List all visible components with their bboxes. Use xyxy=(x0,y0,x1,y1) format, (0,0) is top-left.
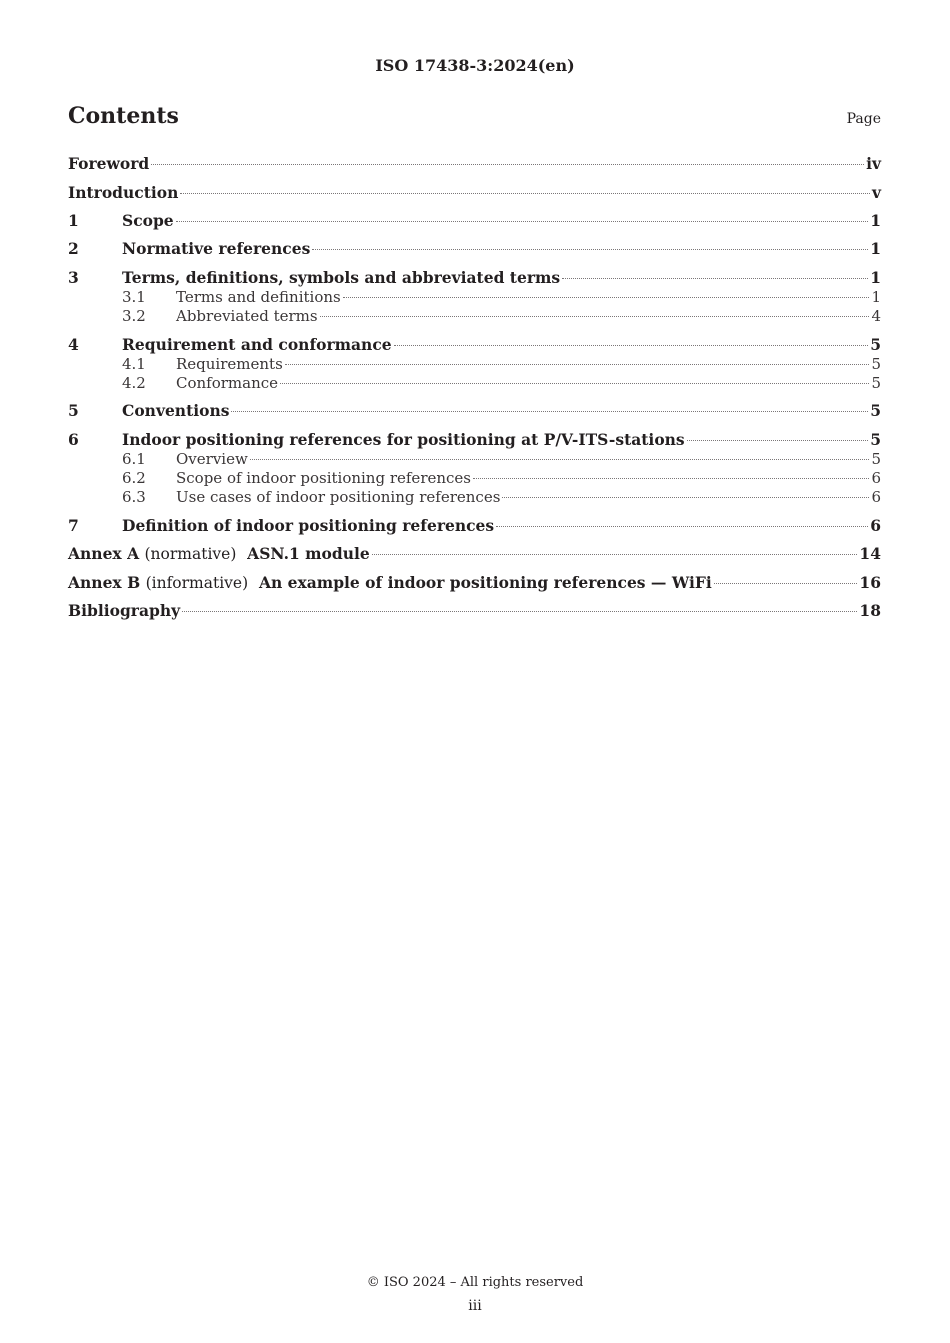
toc-entry-page: 5 xyxy=(871,450,881,468)
toc-entry-label: Bibliography xyxy=(68,601,181,620)
toc-entry-number: 4.2 xyxy=(122,374,146,392)
annex-id: Annex B xyxy=(68,573,141,592)
toc-entry-page: 5 xyxy=(870,430,881,449)
toc-subentry-requirements[interactable] xyxy=(68,355,881,374)
toc-entry-number: 7 xyxy=(68,516,79,535)
toc-dot-leader xyxy=(250,459,870,460)
toc-entry-normative-references[interactable] xyxy=(68,239,881,259)
page-column-label: Page xyxy=(846,111,881,127)
annex-id: Annex A xyxy=(68,544,140,563)
toc-entry-scope[interactable] xyxy=(68,211,881,231)
toc-entry-page: 18 xyxy=(859,601,881,620)
toc-entry-definition-indoor[interactable] xyxy=(68,516,881,536)
toc-entry-page: 1 xyxy=(870,268,881,287)
toc-dot-leader xyxy=(473,478,869,479)
toc-entry-label: Normative references xyxy=(122,239,311,258)
toc-subentry-terms-and-definitions[interactable] xyxy=(68,288,881,307)
toc-dot-leader xyxy=(312,249,868,250)
toc-dot-leader xyxy=(714,583,858,584)
toc-dot-leader xyxy=(496,526,868,527)
toc-entry-number: 6.2 xyxy=(122,469,146,487)
toc-entry-number: 3.2 xyxy=(122,307,146,325)
toc-entry-annex-a[interactable] xyxy=(68,544,881,564)
toc-entry-indoor-positioning[interactable] xyxy=(68,430,881,450)
toc-entry-label: Introduction xyxy=(68,183,179,202)
toc-entry-conventions[interactable] xyxy=(68,401,881,421)
toc-entry-page: 5 xyxy=(871,355,881,373)
toc-dot-leader xyxy=(320,316,870,317)
toc-subentry-overview[interactable] xyxy=(68,450,881,469)
toc-entry-label: Indoor positioning references for positioning at P/V-ITS-stations xyxy=(122,430,685,449)
table-of-contents xyxy=(68,0,881,1343)
toc-entry-label: Overview xyxy=(176,450,248,468)
toc-entry-label: Terms and definitions xyxy=(176,288,341,306)
toc-entry-bibliography[interactable] xyxy=(68,601,881,621)
toc-entry-number: 3.1 xyxy=(122,288,146,306)
toc-entry-label: Requirements xyxy=(176,355,283,373)
toc-entry-page: 6 xyxy=(870,516,881,535)
toc-entry-number: 5 xyxy=(68,401,79,420)
toc-entry-page: 1 xyxy=(870,239,881,258)
toc-entry-label: Scope of indoor positioning references xyxy=(176,469,471,487)
toc-entry-number: 3 xyxy=(68,268,79,287)
toc-entry-number: 6 xyxy=(68,430,79,449)
toc-entry-page: iv xyxy=(866,154,881,173)
toc-subentry-conformance[interactable] xyxy=(68,374,881,393)
annex-title: ASN.1 module xyxy=(247,544,370,563)
toc-subentry-abbreviated-terms[interactable] xyxy=(68,307,881,326)
toc-entry-label xyxy=(68,544,370,564)
toc-entry-terms-definitions[interactable] xyxy=(68,268,881,288)
toc-entry-page: 1 xyxy=(870,211,881,230)
toc-entry-label: Conventions xyxy=(122,401,230,420)
toc-entry-page: 6 xyxy=(871,469,881,487)
toc-entry-number: 6.3 xyxy=(122,488,146,506)
toc-entry-page: 5 xyxy=(870,335,881,354)
toc-entry-page: 14 xyxy=(859,544,881,563)
toc-dot-leader xyxy=(502,497,869,498)
toc-dot-leader xyxy=(151,164,864,165)
toc-dot-leader xyxy=(285,364,870,365)
toc-dot-leader xyxy=(562,278,868,279)
toc-entry-number: 1 xyxy=(68,211,79,230)
toc-dot-leader xyxy=(182,611,857,612)
toc-entry-label: Terms, definitions, symbols and abbreviated terms xyxy=(122,268,561,287)
copyright-notice: © ISO 2024 – All rights reserved xyxy=(366,1275,584,1290)
toc-subentry-use-cases[interactable] xyxy=(68,488,881,507)
toc-dot-leader xyxy=(343,297,870,298)
toc-entry-label: Conformance xyxy=(176,374,279,392)
toc-entry-page: 16 xyxy=(859,573,881,592)
toc-entry-label xyxy=(68,573,712,593)
toc-dot-leader xyxy=(394,345,869,346)
toc-entry-page: 6 xyxy=(871,488,881,506)
toc-entry-requirement-conformance[interactable] xyxy=(68,335,881,355)
toc-dot-leader xyxy=(687,440,869,441)
toc-entry-label: Definition of indoor positioning references xyxy=(122,516,495,535)
toc-entry-label: Scope xyxy=(122,211,174,230)
toc-entry-annex-b[interactable] xyxy=(68,573,881,593)
toc-entry-number: 4.1 xyxy=(122,355,146,373)
toc-dot-leader xyxy=(372,554,858,555)
toc-dot-leader xyxy=(231,411,868,412)
toc-dot-leader xyxy=(180,193,870,194)
document-id-header: ISO 17438-3:2024(en) xyxy=(375,56,575,75)
toc-entry-page: 5 xyxy=(871,374,881,392)
annex-kind: (informative) xyxy=(145,574,249,592)
toc-entry-page: 5 xyxy=(870,401,881,420)
toc-entry-page: 1 xyxy=(871,288,881,306)
toc-entry-label: Use cases of indoor positioning references xyxy=(176,488,501,506)
toc-entry-number: 4 xyxy=(68,335,79,354)
toc-entry-label: Abbreviated terms xyxy=(176,307,318,325)
toc-entry-label: Requirement and conformance xyxy=(122,335,392,354)
toc-subentry-scope-indoor[interactable] xyxy=(68,469,881,488)
toc-entry-label: Foreword xyxy=(68,154,150,173)
toc-entry-page: v xyxy=(871,183,881,202)
toc-dot-leader xyxy=(280,383,869,384)
toc-entry-number: 2 xyxy=(68,239,79,258)
toc-entry-number: 6.1 xyxy=(122,450,146,468)
page-number: iii xyxy=(468,1298,482,1314)
contents-title: Contents xyxy=(68,103,179,129)
toc-entry-introduction[interactable] xyxy=(68,183,881,203)
toc-entry-page: 4 xyxy=(871,307,881,325)
annex-kind: (normative) xyxy=(144,545,237,563)
toc-entry-foreword[interactable] xyxy=(68,154,881,174)
toc-dot-leader xyxy=(176,221,869,222)
annex-title: An example of indoor positioning references — WiFi xyxy=(258,573,712,592)
